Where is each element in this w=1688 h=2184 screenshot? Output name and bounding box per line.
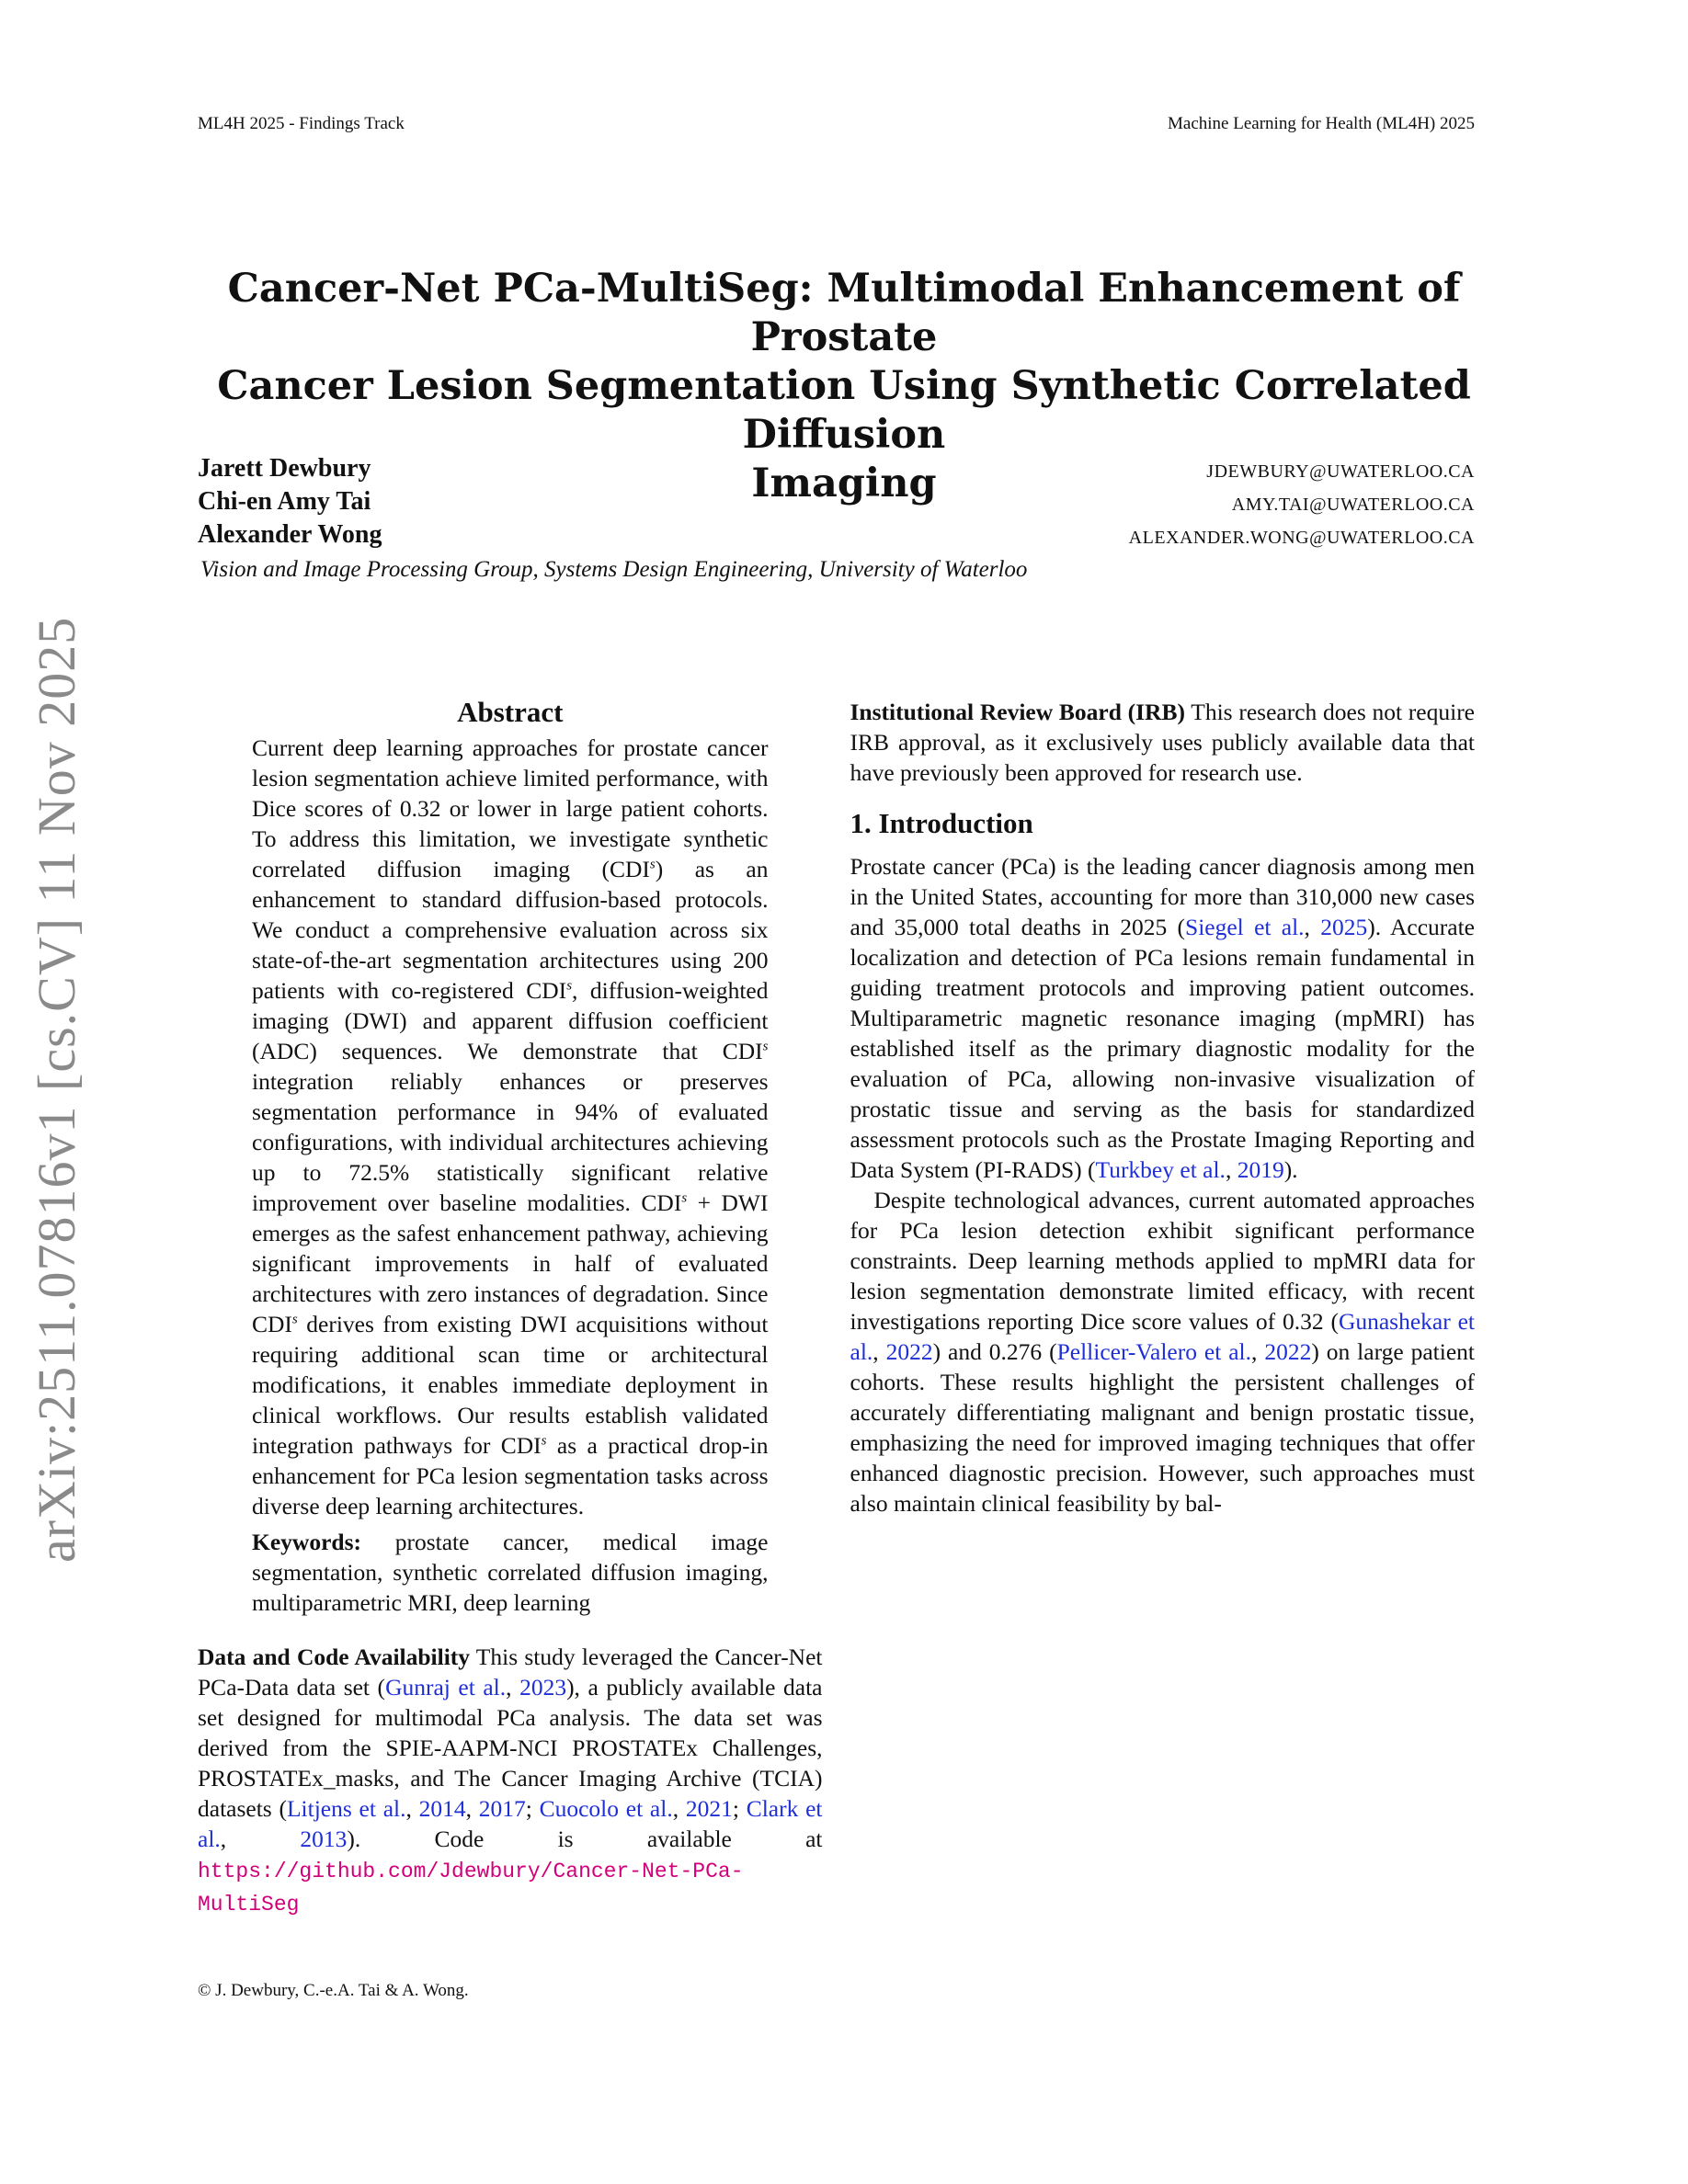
text-run: ,	[220, 1826, 301, 1852]
text-run: ). Accurate localization and detection of PCa lesions remain fundamental in guiding treatment protocols and improving patient outcomes. Multiparametric magnetic resonance imaging (mpMRI) has established itself as the primary diagnostic modality for the evaluation of PCa, allowing non-invasive visualization of prostatic tissue and serving as the basis for standardized assessment protocols such as the Prostate Imaging Reporting and Data System (PI-RADS) (	[850, 914, 1475, 1183]
superscript: s	[762, 1039, 769, 1054]
author-name: Jarett Dewbury	[198, 454, 371, 483]
citation-link[interactable]: Cuocolo et al.	[539, 1795, 673, 1822]
superscript: s	[649, 857, 656, 872]
text-run: + DWI emerges as the safest enhancement pathway, achieving significant improvements in half of evaluated architectures with zero instances of degradation. Since CDI	[252, 1189, 769, 1337]
abstract-heading: Abstract	[457, 696, 564, 728]
text-run: Despite technological advances, current automated approaches for PCa lesion detection exhibit significant performance constraints. Deep learning methods applied to mpMRI data for lesion segmentation demonstrate limited efficacy, with recent investigations reporting Dice score values of 0.32 (	[850, 1187, 1475, 1335]
paragraph-heading: Institutional Review Board (IRB)	[850, 699, 1185, 725]
citation-link[interactable]: Pellicer-Valero et al.	[1056, 1338, 1252, 1365]
title-line: Cancer-Net PCa-MultiSeg: Multimodal Enhancement of Prostate	[227, 266, 1461, 360]
citation-link[interactable]: Gunashekar et al.	[850, 1308, 1475, 1365]
arxiv-stamp: arXiv:2511.07816v1 [cs.CV] 11 Nov 2025	[27, 616, 86, 1563]
text-run: ,	[465, 1795, 479, 1822]
abstract	[198, 697, 823, 1618]
author-email[interactable]: JDEWBURY@UWATERLOO.CA	[1206, 461, 1475, 482]
intro-paragraph	[850, 1185, 1476, 1519]
text-run: This research does not require IRB approval, as it exclusively uses publicly available data that have previously been approved for research use.	[850, 699, 1476, 786]
text-run: ) and 0.276 (	[932, 1338, 1057, 1365]
text-run: ,	[1251, 1338, 1265, 1365]
superscript: s	[541, 1433, 547, 1449]
text-run: ,	[672, 1795, 686, 1822]
citation-link[interactable]: 2019	[1237, 1156, 1284, 1183]
irb-statement	[850, 697, 1476, 788]
paragraph-heading: Data and Code Availability	[198, 1644, 471, 1670]
text-run: ;	[525, 1795, 540, 1822]
body-columns	[198, 697, 1475, 1956]
citation-link[interactable]: 2025	[1320, 914, 1368, 940]
text-run: derives from existing DWI acquisitions without requiring additional scan time or architectural modifications, it enables immediate deployment in clinical workflows. Our results establish validated integration pathways for CDI	[252, 1311, 769, 1459]
title-line: Cancer Lesion Segmentation Using Synthetic Correlated Diffusion	[217, 363, 1471, 458]
text-run: ), a publicly available data set designed for multimodal PCa analysis. The data set was derived from the SPIE-AAPM-NCI PROSTATEx Challenges, PROSTATEx_masks, and The Cancer Imaging Archive (TCIA) datasets (	[198, 1674, 823, 1822]
text-run: ,	[873, 1338, 886, 1365]
intro-paragraph	[850, 851, 1476, 1185]
citation-link[interactable]: 2021	[685, 1795, 733, 1822]
text-run: ). Code is available at	[347, 1826, 823, 1852]
running-header-left: ML4H 2025 - Findings Track	[198, 114, 405, 133]
affiliation: Vision and Image Processing Group, Systems Design Engineering, University of Waterloo	[200, 557, 1028, 582]
citation-link[interactable]: 2022	[885, 1338, 933, 1365]
text-run: ,	[1225, 1156, 1237, 1183]
citation-link[interactable]: 2013	[300, 1826, 348, 1852]
running-header-right: Machine Learning for Health (ML4H) 2025	[1168, 114, 1475, 133]
text-run: ;	[732, 1795, 747, 1822]
citation-link[interactable]: Clark et al.	[198, 1795, 823, 1852]
citation-link[interactable]: 2022	[1264, 1338, 1312, 1365]
superscript: s	[681, 1190, 688, 1206]
code-url-link[interactable]: https://github.com/Jdewbury/Cancer-Net-PCa-MultiSeg	[198, 1860, 744, 1917]
text-run: ,	[506, 1674, 520, 1701]
text-run: as a practical drop-in enhancement for PCa lesion segmentation tasks across diverse deep learning architectures.	[252, 1432, 769, 1519]
copyright-footer: © J. Dewbury, C.-e.A. Tai & A. Wong.	[198, 1981, 469, 2000]
text-run: ) on large patient cohorts. These results highlight the persistent challenges of accurately differentiating malignant and benign prostatic tissue, emphasizing the need for improved imaging techniques that offer enhanced diagnostic precision. However, such approaches must also maintain clinical feasibility by bal-	[850, 1338, 1475, 1517]
paragraph-heading: Keywords:	[252, 1529, 361, 1555]
data-availability	[198, 1642, 823, 1920]
author-email[interactable]: AMY.TAI@UWATERLOO.CA	[1231, 495, 1475, 515]
text-run: ,	[405, 1795, 419, 1822]
citation-link[interactable]: 2014	[418, 1795, 466, 1822]
section-heading-introduction: 1. Introduction	[850, 807, 1033, 839]
text-run: , diffusion-weighted imaging (DWI) and apparent diffusion coefficient (ADC) sequences. We demonstrate that CDI	[252, 977, 769, 1064]
citation-link[interactable]: 2023	[519, 1674, 567, 1701]
superscript: s	[291, 1312, 298, 1327]
title-line: Imaging	[751, 461, 937, 506]
citation-link[interactable]: 2017	[478, 1795, 526, 1822]
author-name: Alexander Wong	[198, 520, 382, 549]
text-run: Current deep learning approaches for prostate cancer lesion segmentation achieve limited performance, with Dice scores of 0.32 or lower in large patient cohorts. To address this limitation, we investigate synthetic correlated diffusion imaging (CDI	[252, 734, 769, 882]
text-run: ,	[1304, 914, 1321, 940]
citation-link[interactable]: Siegel et al.	[1185, 914, 1305, 940]
superscript: s	[566, 978, 573, 994]
keywords	[252, 1527, 769, 1618]
author-email[interactable]: ALEXANDER.WONG@UWATERLOO.CA	[1128, 528, 1475, 548]
text-run: Prostate cancer (PCa) is the leading cancer diagnosis among men in the United States, accounting for more than 310,000 new cases and 35,000 total deaths in 2025 (	[850, 853, 1475, 940]
citation-link[interactable]: Litjens et al.	[286, 1795, 406, 1822]
abstract-body	[252, 733, 769, 1521]
text-run: integration reliably enhances or preserves segmentation performance in 94% of evaluated configurations, with individual architectures achieving up to 72.5% statistically significant relative improvement over baseline modalities. CDI	[252, 1068, 769, 1216]
text-run: prostate cancer, medical image segmentation, synthetic correlated diffusion imaging, multiparametric MRI, deep learning	[252, 1529, 769, 1616]
text-run: This study leveraged the Cancer-Net PCa-Data data set (	[198, 1644, 823, 1701]
text-run: ).	[1283, 1156, 1298, 1183]
text-run: ) as an enhancement to standard diffusion-based protocols. We conduct a comprehensive evaluation across six state-of-the-art segmentation architectures using 200 patients with co-registered CDI	[252, 856, 769, 1004]
citation-link[interactable]: Gunraj et al.	[385, 1674, 507, 1701]
citation-link[interactable]: Turkbey et al.	[1095, 1156, 1226, 1183]
author-name: Chi-en Amy Tai	[198, 487, 371, 516]
